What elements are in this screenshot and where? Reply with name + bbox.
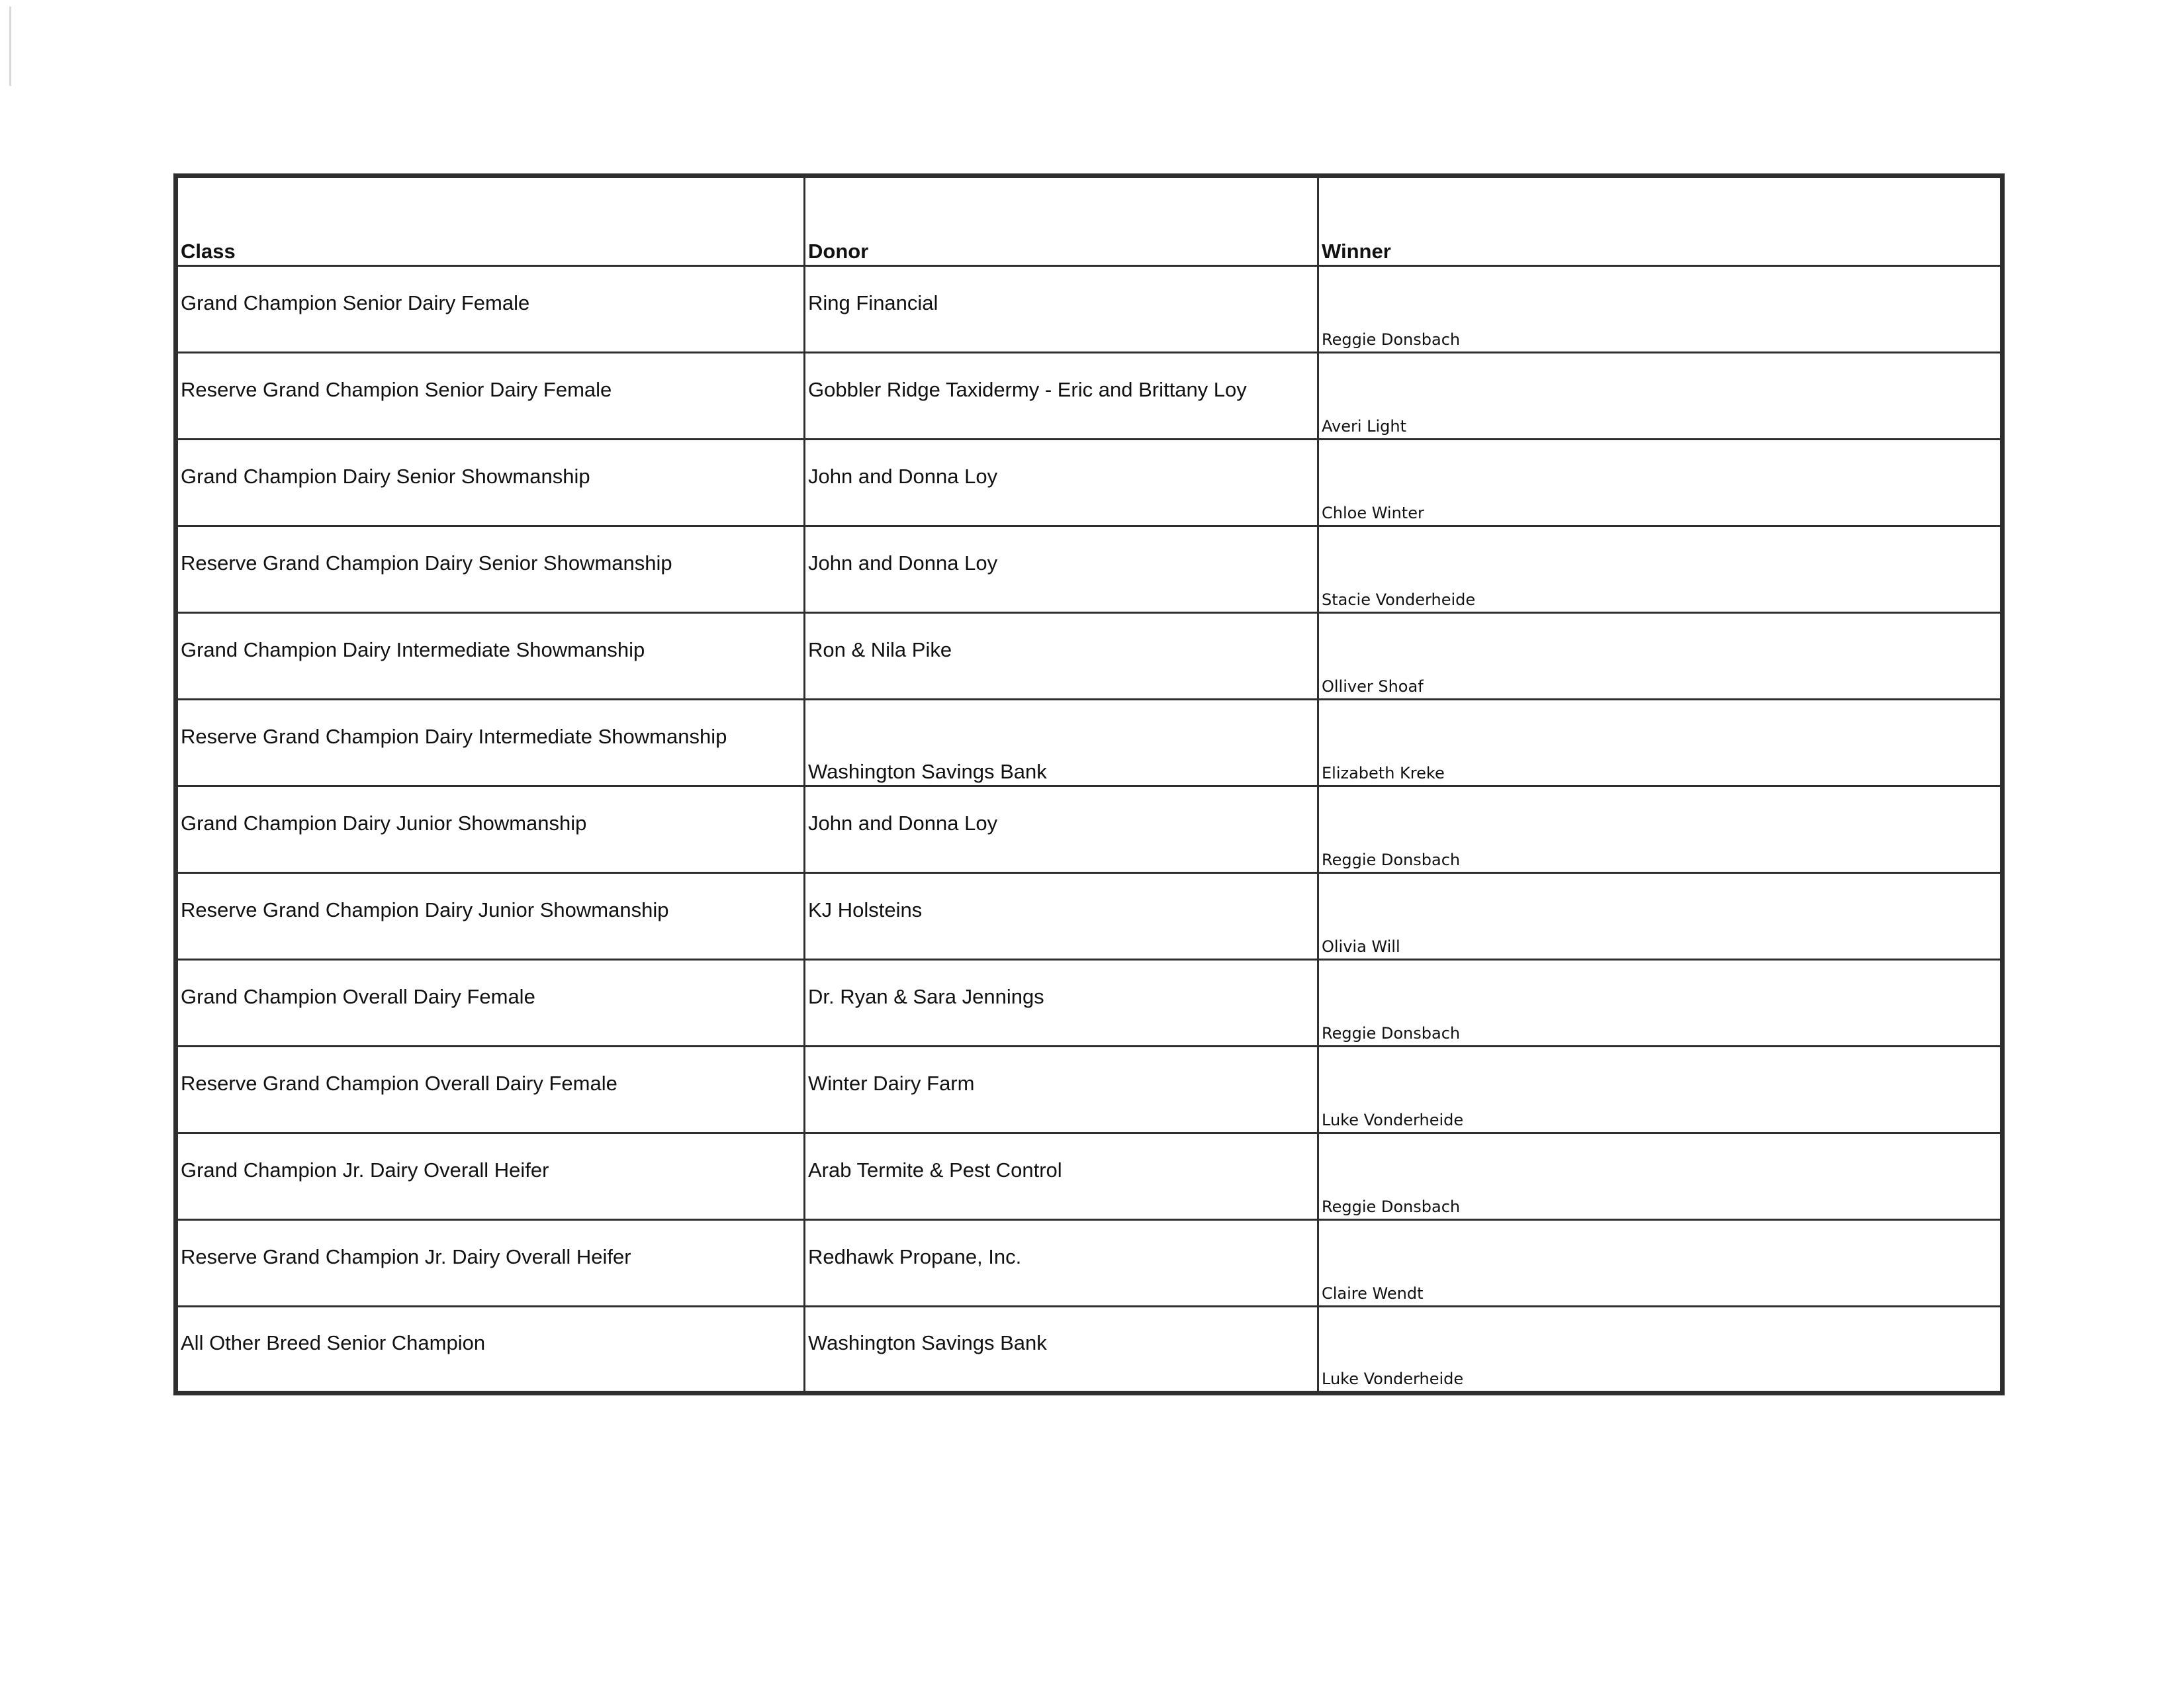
donor-cell: Arab Termite & Pest Control <box>805 1133 1318 1220</box>
class-cell: Reserve Grand Champion Jr. Dairy Overall Heifer <box>176 1220 805 1307</box>
table-row <box>176 960 2003 1047</box>
donor-cell: KJ Holsteins <box>805 873 1318 960</box>
header-donor: Donor <box>805 176 1318 266</box>
header-class: Class <box>176 176 805 266</box>
table-row <box>176 786 2003 873</box>
donor-cell: John and Donna Loy <box>805 526 1318 613</box>
donor-cell: Washington Savings Bank <box>805 700 1318 786</box>
awards-table <box>173 173 2005 1395</box>
class-cell: Grand Champion Dairy Junior Showmanship <box>176 786 805 873</box>
table-row <box>176 440 2003 526</box>
winner-cell: Chloe Winter <box>1318 440 2003 526</box>
winner-cell: Claire Wendt <box>1318 1220 2003 1307</box>
winner-cell: Reggie Donsbach <box>1318 266 2003 353</box>
table-row <box>176 873 2003 960</box>
table-row <box>176 1220 2003 1307</box>
winner-cell: Reggie Donsbach <box>1318 1133 2003 1220</box>
winner-cell: Reggie Donsbach <box>1318 786 2003 873</box>
table-row <box>176 266 2003 353</box>
header-row <box>176 176 2003 266</box>
winner-cell: Averi Light <box>1318 353 2003 440</box>
table-row <box>176 1307 2003 1393</box>
donor-cell: Winter Dairy Farm <box>805 1047 1318 1133</box>
class-cell: Grand Champion Overall Dairy Female <box>176 960 805 1047</box>
winner-cell: Reggie Donsbach <box>1318 960 2003 1047</box>
donor-cell: Ring Financial <box>805 266 1318 353</box>
winner-cell: Olivia Will <box>1318 873 2003 960</box>
donor-cell: John and Donna Loy <box>805 440 1318 526</box>
scan-edge-mark <box>9 7 11 86</box>
table-row <box>176 353 2003 440</box>
table-row <box>176 1133 2003 1220</box>
donor-cell: Redhawk Propane, Inc. <box>805 1220 1318 1307</box>
winner-cell: Stacie Vonderheide <box>1318 526 2003 613</box>
winner-cell: Luke Vonderheide <box>1318 1047 2003 1133</box>
class-cell: Grand Champion Dairy Intermediate Showmanship <box>176 613 805 700</box>
class-cell: Reserve Grand Champion Dairy Senior Showmanship <box>176 526 805 613</box>
class-cell: Reserve Grand Champion Dairy Intermediate Showmanship <box>176 700 805 786</box>
table-row <box>176 526 2003 613</box>
header-winner: Winner <box>1318 176 2003 266</box>
table-row <box>176 613 2003 700</box>
donor-cell: Dr. Ryan & Sara Jennings <box>805 960 1318 1047</box>
class-cell: Reserve Grand Champion Senior Dairy Female <box>176 353 805 440</box>
class-cell: Reserve Grand Champion Dairy Junior Showmanship <box>176 873 805 960</box>
class-cell: Grand Champion Senior Dairy Female <box>176 266 805 353</box>
donor-cell: Gobbler Ridge Taxidermy - Eric and Brittany Loy <box>805 353 1318 440</box>
winner-cell: Luke Vonderheide <box>1318 1307 2003 1393</box>
class-cell: Grand Champion Dairy Senior Showmanship <box>176 440 805 526</box>
winner-cell: Olliver Shoaf <box>1318 613 2003 700</box>
class-cell: Reserve Grand Champion Overall Dairy Female <box>176 1047 805 1133</box>
donor-cell: John and Donna Loy <box>805 786 1318 873</box>
table-row <box>176 1047 2003 1133</box>
class-cell: All Other Breed Senior Champion <box>176 1307 805 1393</box>
class-cell: Grand Champion Jr. Dairy Overall Heifer <box>176 1133 805 1220</box>
winner-cell: Elizabeth Kreke <box>1318 700 2003 786</box>
donor-cell: Ron & Nila Pike <box>805 613 1318 700</box>
donor-cell: Washington Savings Bank <box>805 1307 1318 1393</box>
table-row <box>176 700 2003 786</box>
